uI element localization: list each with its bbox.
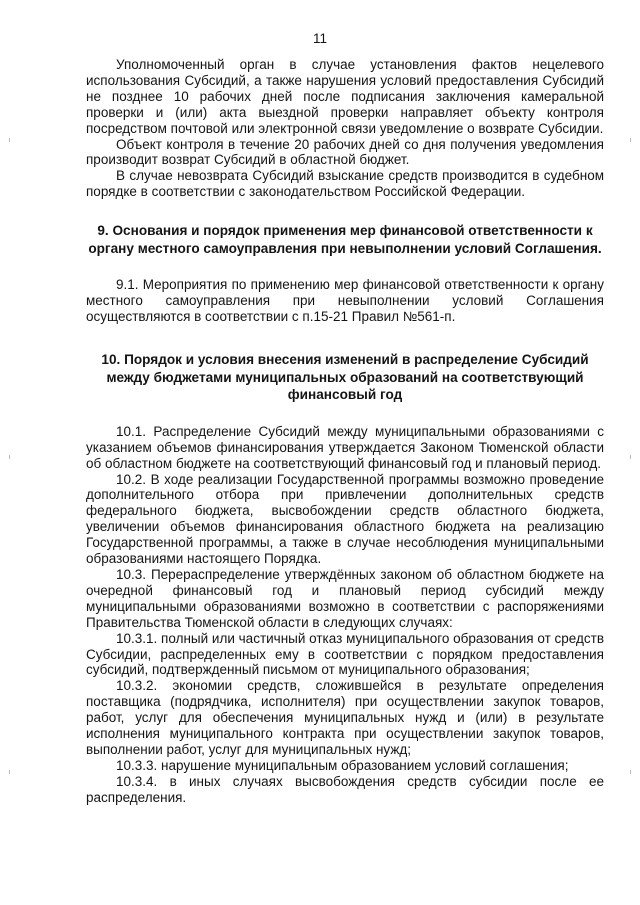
scan-edge-mark bbox=[630, 138, 631, 142]
paragraph-return-deadline: Объект контроля в течение 20 рабочих дней со дня получения уведомления производит возврат Субсидий в областной бюджет. bbox=[86, 136, 604, 168]
section-9-heading: 9. Основания и порядок применения мер финансовой ответственности к органу местного самоуправления при невыполнении условий Соглашения. bbox=[88, 223, 602, 256]
paragraph-10-3: 10.3. Перераспределение утверждённых законом об областном бюджете на очередной финансовый год и плановый период субсидий между муниципальными образованиями возможно в соответствии с распоряжениями Правительства Тюменской области в следующих случаях: bbox=[86, 567, 604, 630]
scan-edge-mark bbox=[9, 138, 10, 142]
scan-edge-mark bbox=[630, 770, 631, 774]
page-number: 11 bbox=[312, 31, 327, 46]
section-10-heading: 10. Порядок и условия внесения изменений в распределение Субсидий между бюджетами муниципальных образований на соответствующий финансовый год bbox=[101, 352, 589, 403]
paragraph-9-1: 9.1. Мероприятия по применению мер финансовой ответственности к органу местного самоуправления при невыполнении условий Соглашения осуществляются в соответствии с п.15-21 Правил №561-п. bbox=[86, 277, 604, 325]
scan-edge-mark bbox=[9, 455, 10, 459]
paragraph-10-3-4: 10.3.4. в иных случаях высвобождения средств субсидии после ее распределения. bbox=[86, 773, 604, 805]
paragraph-10-2: 10.2. В ходе реализации Государственной программы возможно проведение дополнительного отбора при привлечении дополнительных средств федерального бюджета, высвобождении средств областного бюджета, увеличении объемов финансирования областного бюджета на реализацию Государственной программы, а также в случае несоблюдения муниципальными образованиями настоящего Порядка. bbox=[86, 471, 604, 567]
scan-edge-mark bbox=[9, 770, 10, 774]
paragraph-10-3-1: 10.3.1. полный или частичный отказ муниципального образования от средств Субсидии, распределенных ему в соответствии с порядком предоставления субсидий, подтвержденный письмом от муниципального образования; bbox=[86, 630, 604, 678]
document-body bbox=[86, 57, 604, 806]
paragraph-10-3-2: 10.3.2. экономии средств, сложившейся в результате определения поставщика (подрядчика, исполнителя) при осуществлении закупок товаров, работ, услуг для обеспечения муниципальных нужд и (или) в результате исполнения муниципального контракта при осуществлении закупок товаров, выполнении работ, услуг для муниципальных нужд; bbox=[86, 678, 604, 757]
paragraph-return-notice: Уполномоченный орган в случае установления фактов нецелевого использования Субсидий, а также нарушения условий предоставления Субсидий не позднее 10 рабочих дней после подписания заключения камеральной проверки и (или) акта выездной проверки направляет объекту контроля посредством почтовой или электронной связи уведомление о возврате Субсидии. bbox=[86, 57, 604, 136]
paragraph-court-recovery: В случае невозврата Субсидий взыскание средств производится в судебном порядке в соответствии с законодательством Российской Федерации. bbox=[86, 168, 604, 200]
paragraph-10-1: 10.1. Распределение Субсидий между муниципальными образованиями с указанием объемов финансирования утверждается Законом Тюменской области об областном бюджете на соответствующий финансовый год и плановый период. bbox=[86, 423, 604, 471]
paragraph-10-3-3: 10.3.3. нарушение муниципальным образованием условий соглашения; bbox=[116, 757, 569, 773]
scan-edge-mark bbox=[630, 455, 631, 459]
